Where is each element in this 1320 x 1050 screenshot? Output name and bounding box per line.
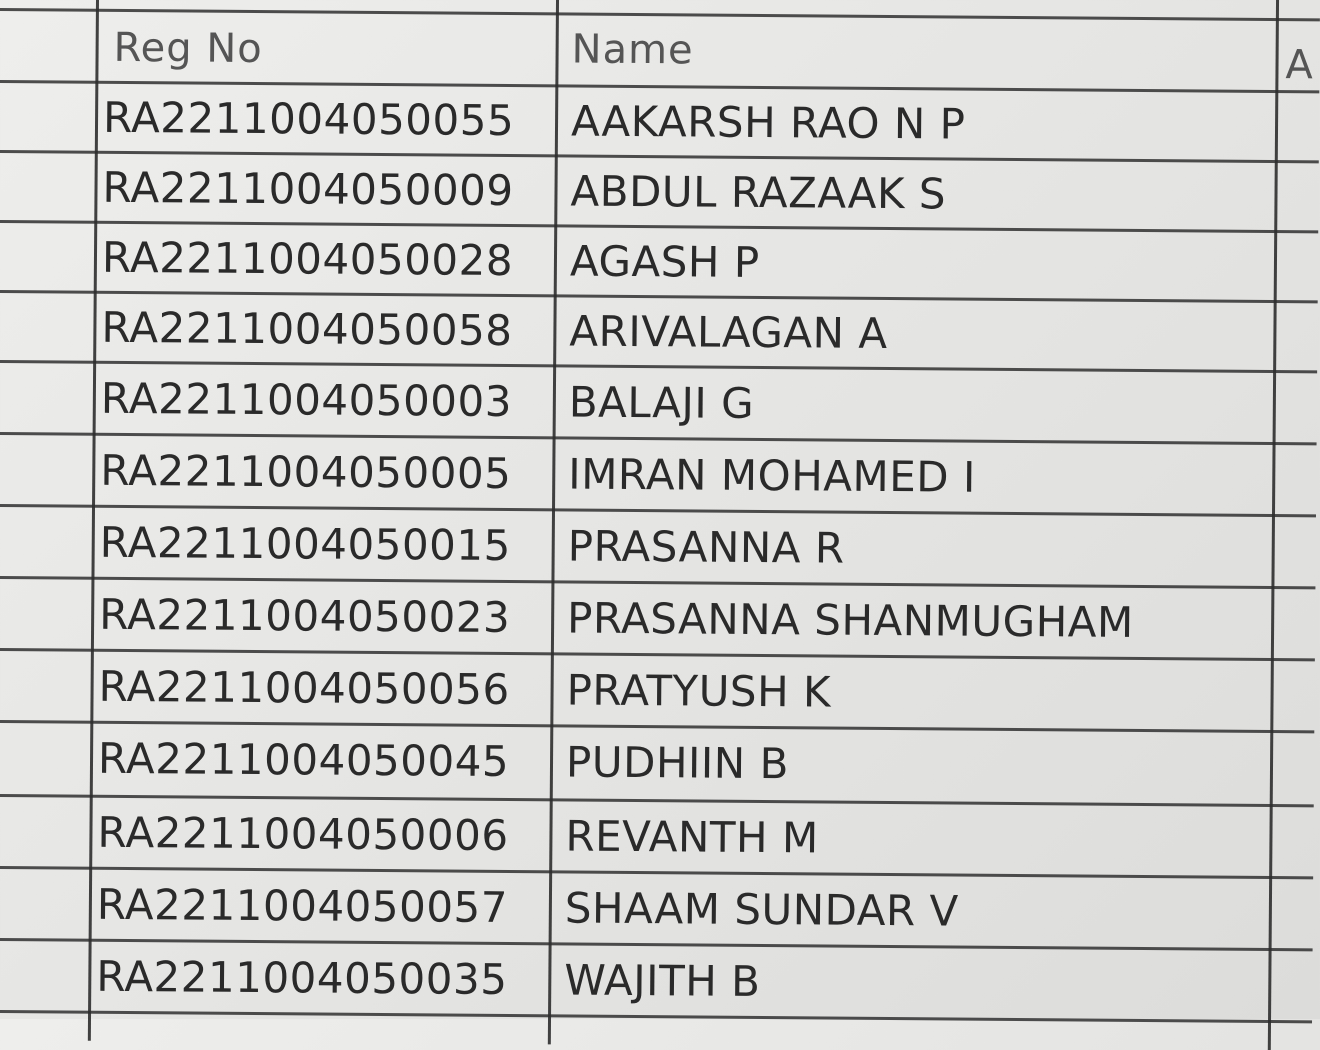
name-cell: PRASANNA R (567, 521, 845, 573)
header-reg-no: Reg No (113, 24, 263, 73)
name-cell: ARIVALAGAN A (569, 306, 888, 358)
name-cell: BALAJI G (568, 377, 755, 428)
reg-no-cell: RA2211004050003 (100, 373, 513, 427)
name-cell: IMRAN MOHAMED I (568, 449, 977, 502)
reg-no-cell: RA2211004050006 (97, 807, 509, 861)
reg-no-cell: RA2211004050045 (97, 733, 510, 787)
name-cell: SHAAM SUNDAR V (564, 883, 959, 936)
name-cell: AGASH P (569, 236, 760, 287)
reg-no-cell: RA2211004050058 (101, 302, 513, 356)
reg-no-cell: RA2211004050035 (96, 951, 508, 1005)
name-cell: PRATYUSH K (566, 665, 832, 717)
header-name: Name (571, 26, 694, 74)
reg-no-cell: RA2211004050023 (98, 589, 511, 643)
header-third-column-cut: A (1285, 42, 1314, 89)
reg-no-cell: RA2211004050005 (100, 445, 512, 499)
name-cell: PRASANNA SHANMUGHAM (566, 593, 1134, 647)
reg-no-cell: RA2211004050009 (102, 162, 514, 216)
reg-no-cell: RA2211004050057 (96, 879, 509, 933)
name-cell: PUDHIIN B (565, 737, 790, 789)
name-cell: WAJITH B (564, 955, 761, 1007)
reg-no-cell: RA2211004050028 (101, 232, 514, 286)
name-cell: ABDUL RAZAAK S (570, 166, 947, 219)
name-cell: REVANTH M (565, 811, 819, 863)
name-cell: AAKARSH RAO N P (570, 96, 966, 149)
reg-no-cell: RA2211004050056 (98, 661, 510, 715)
reg-no-cell: RA2211004050055 (102, 92, 515, 146)
reg-no-cell: RA2211004050015 (99, 517, 512, 571)
